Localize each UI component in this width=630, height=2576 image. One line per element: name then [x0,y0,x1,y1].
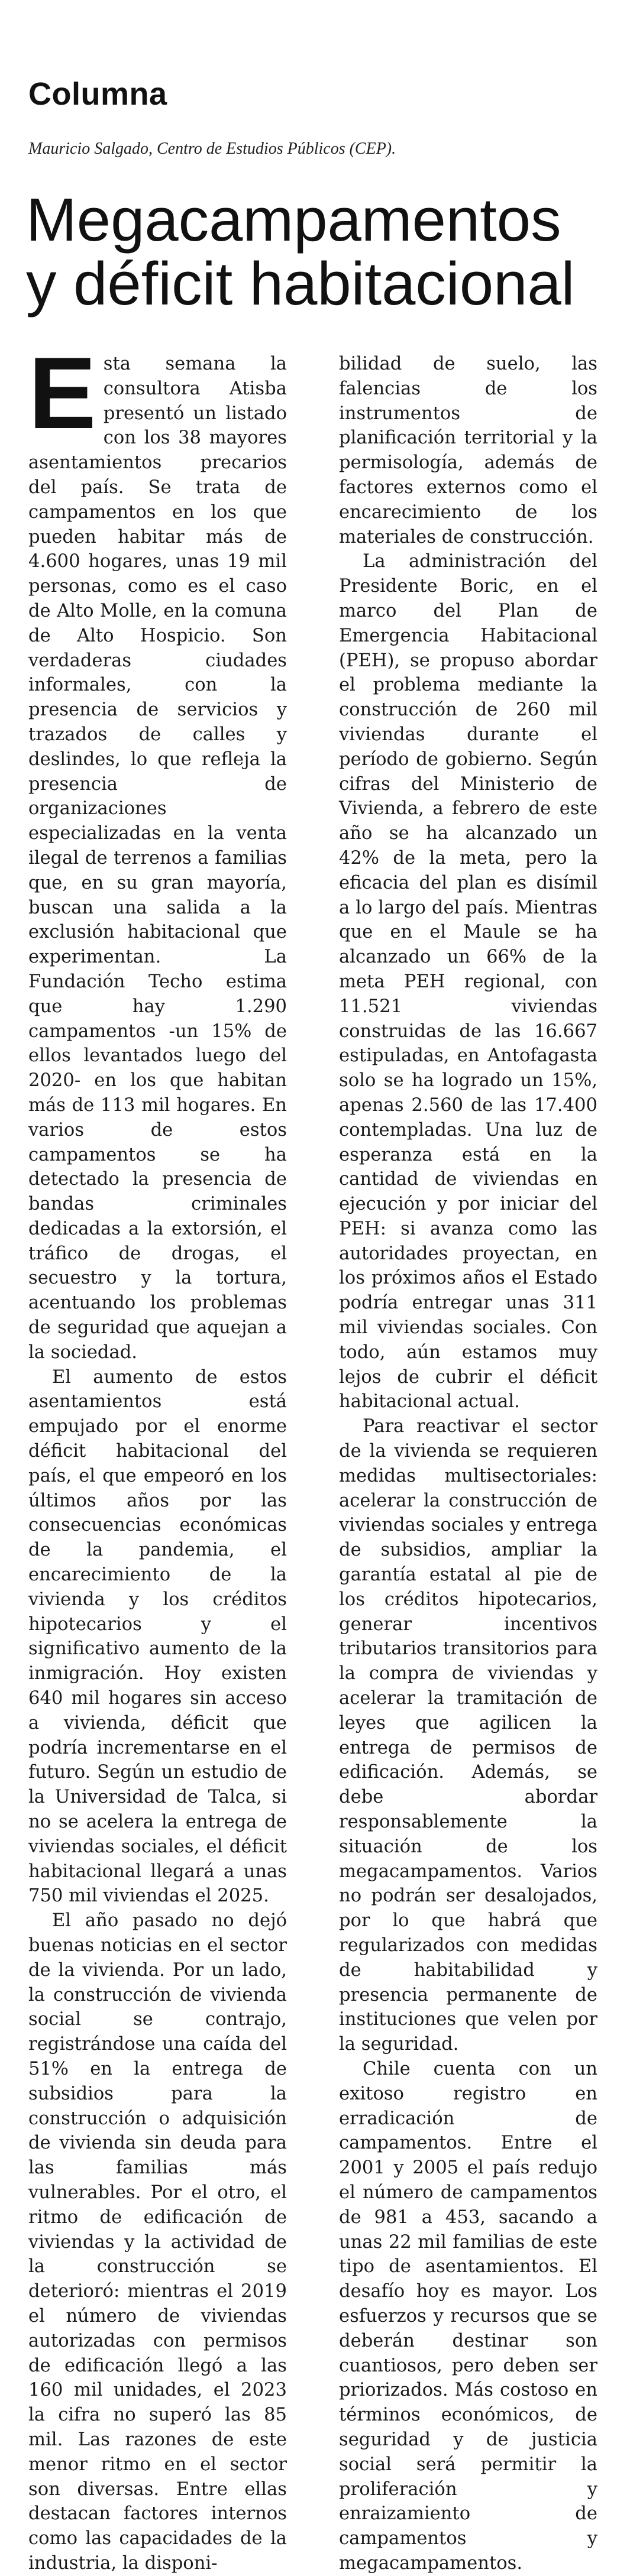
headline: Megacampamentos y déficit habitacional [26,186,575,318]
lead-text: sta semana la consultora Atisba presentó un listado con los 38 mayores asentamientos precarios del país. Se trata de campamentos en los que pueden habitar más de 4.600 hogares, unas 19 mil personas, como es el caso de Alto Molle, en la comuna de Alto Hospicio. Son verdaderas ciudades informales, con la presencia de servicios y trazados de calles y deslindes, lo que refleja la presencia de organizaciones especializadas en la venta ilegal de terrenos a familias que, en su gran mayoría, buscan una salida a la exclusión habitacional que experimentan. La Fundación Techo estima que hay 1.290 campamentos -un 15% de ellos levantados luego del 2020- en los que habitan más de 113 mil hogares. En varios de estos campamentos se ha detectado la presencia de bandas criminales dedicadas a la extorsión, el tráfico de drogas, el secuestro y la tortura, acentuando los problemas de seguridad que aquejan a la sociedad. [28,354,287,1363]
body-column-1 [28,336,287,2576]
section-label: Columna [28,76,167,112]
body-paragraph: La administración del Presidente Boric, en el marco del Plan de Emergencia Habitacional (PEH), se propuso abordar el problema mediante la construcción de 260 mil viviendas durante el período de gobierno. Según cifras del Ministerio de Vivienda, a febrero de este año se ha alcanzado un 42% de la meta, pero la eficacia del plan es disímil a lo largo del país. Mientras que en el Maule se ha alcanzado un 66% de la meta PEH regional, con 11.521 viviendas construidas de las 16.667 estipuladas, en Antofagasta solo se ha logrado un 15%, apenas 2.560 de las 17.400 contempladas. Una luz de esperanza está en la cantidad de viviendas en ejecución y por iniciar del PEH: si avanza como las autoridades proyectan, en los próximos años el Estado podría entregar unas 311 mil viviendas sociales. Con todo, aún estamos muy lejos de cubrir el déficit habitacional actual. [339,551,597,1412]
body-paragraph: Chile cuenta con un exitoso registro en erradicación de campamentos. Entre el 2001 y 2005 el país redujo el número de campamentos de 981 a 453, sacando a unas 22 mil familias de este tipo de asentamientos. El desafío hoy es mayor. Los esfuerzos y recursos que se deberán destinar son cuantiosos, pero deben ser priorizados. Más costoso en términos económicos, de seguridad y de justicia social será permitir la proliferación y enraizamiento de campamentos y megacampamentos. [339,2058,597,2574]
byline: Mauricio Salgado, Centro de Estudios Públicos (CEP). [28,140,396,158]
body-column-2 [339,352,597,2576]
lead-paragraph [28,336,287,1365]
body-paragraph: El año pasado no dejó buenas noticias en el sector de la vivienda. Por un lado, la construcción de vivienda social se contrajo, registrándose una caída del 51% en la entrega de subsidios para la construcción o adquisición de vivienda sin deuda para las familias más vulnerables. Por el otro, el ritmo de edificación de viviendas y la actividad de la construcción se deterioró: mientras el 2019 el número de viviendas autorizadas con permisos de edificación llegó a las 160 mil unidades, el 2023 la cifra no superó las 85 mil. Las razones de este menor ritmo en el sector son diversas. Entre ellas destacan factores internos como las capacidades de la industria, la disponi- [28,1910,287,2574]
body-paragraph: Para reactivar el sector de la vivienda se requieren medidas multisectoriales: acelerar la construcción de viviendas sociales y entrega de subsidios, ampliar la garantía estatal al pie de los créditos hipotecarios, generar incentivos tributarios transitorios para la compra de viviendas y acelerar la tramitación de leyes que agilicen la entrega de permisos de edificación. Además, se debe abordar responsablemente la situación de los megacampamentos. Varios no podrán ser desalojados, por lo que habrá que regularizados con medidas de habitabilidad y presencia permanente de instituciones que velen por la seguridad. [339,1416,597,2055]
drop-cap: E [28,336,96,450]
body-paragraph: El aumento de estos asentamientos está empujado por el enorme déficit habitacional del país, el que empeoró en los últimos años por las consecuencias económicas de la pandemia, el encarecimiento de la vivienda y los créditos hipotecarios y el significativo aumento de la inmigración. Hoy existen 640 mil hogares sin acceso a vivienda, déficit que podría incrementarse en el futuro. Según un estudio de la Universidad de Talca, si no se acelera la entrega de viviendas sociales, el déficit habitacional llegará a unas 750 mil viviendas el 2025. [28,1366,287,1907]
body-paragraph: bilidad de suelo, las falencias de los instrumentos de planificación territorial y la permisología, además de factores externos como el encarecimiento de los materiales de construcción. [339,354,597,547]
